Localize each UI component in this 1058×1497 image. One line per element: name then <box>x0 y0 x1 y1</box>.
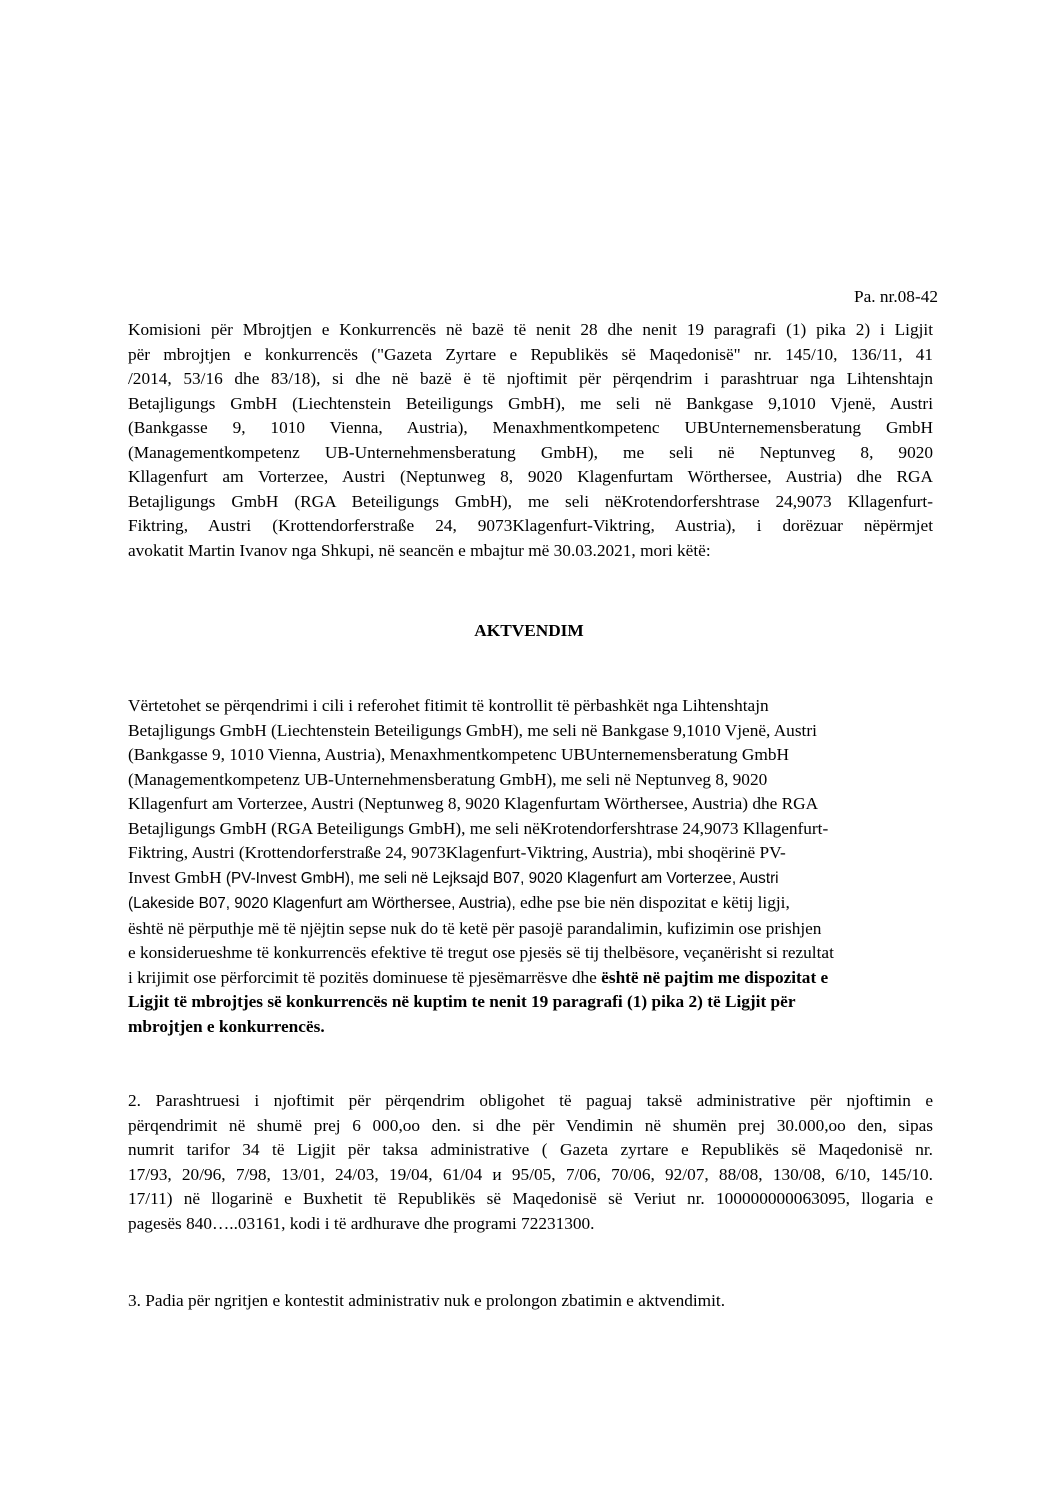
decision-line-bold: mbrojtjen e konkurrencës. <box>128 1016 325 1036</box>
decision-line: (Managementkompetenz UB-Unternehmensberatung GmbH), me seli në Neptunveg 8, 9020 <box>128 769 768 789</box>
intro-line: Betajligungs GmbH (RGA Beteiligungs GmbH), me seli nëKrotendorfershtrase 24,9073 Kllagenfurt- <box>128 491 933 511</box>
decision-paragraph <box>128 694 933 1039</box>
decision-text: edhe pse bie nën dispozitat e këtij ligji, <box>515 893 790 912</box>
item-2-line: 2. Parashtruesi i njoftimit për përqendrim obligohet të paguaj taksë administrative për njoftimin e <box>128 1091 933 1110</box>
decision-line: (Bankgasse 9, 1010 Vienna, Austria), Menaxhmentkompetenc UBUnternemensberatung GmbH <box>128 745 789 764</box>
decision-line-mixed <box>128 866 933 892</box>
intro-line: Betajligungs GmbH (Liechtenstein Beteiligungs GmbH), me seli në Bankgase 9,1010 Vjenë, Austri <box>128 393 933 413</box>
intro-paragraph <box>128 318 933 563</box>
item-3-paragraph <box>128 1289 933 1314</box>
reference-number: Pa. nr.08-42 <box>853 287 938 306</box>
intro-line: (Bankgasse 9, 1010 Vienna, Austria), Menaxhmentkompetenc UBUnternemensberatung GmbH <box>128 418 933 437</box>
decision-text-sans: (Lakeside B07, 9020 Klagenfurt am Wörthersee, Austria), <box>128 895 516 912</box>
item-2-line: përqendrimit në shumë prej 6 000,oo den. si dhe për Vendimin në shumën prej 30.000,oo den, sipas <box>128 1115 933 1135</box>
document-heading: AKTVENDIM <box>474 621 584 640</box>
intro-line: Komisioni për Mbrojtjen e Konkurrencës në bazë të nenit 28 dhe nenit 19 paragrafi (1) pika 2) i Ligjit <box>128 320 933 339</box>
intro-line: (Managementkompetenz UB-Unternehmensberatung GmbH), me seli në Neptunveg 8, 9020 <box>128 442 933 462</box>
decision-line: është në përputhje më të njëjtin sepse nuk do të ketë për pasojë parandalimin, kufizimin ose prishjen <box>128 918 822 938</box>
decision-text: Invest GmbH <box>128 867 226 887</box>
item-3-line: 3. Padia për ngritjen e kontestit administrativ nuk e prolongon zbatimin e aktvendimit. <box>128 1291 726 1310</box>
item-2-line: numrit tarifor 34 të Ligjit për taksa administrative ( Gazeta zyrtare e Republikës së Maqedonisë nr. <box>128 1140 933 1159</box>
decision-line: Kllagenfurt am Vorterzee, Austri (Neptunweg 8, 9020 Klagenfurtam Wörthersee, Austria) dhe RGA <box>128 794 819 813</box>
item-2-line: 17/93, 20/96, 7/98, 13/01, 24/03, 19/04, 61/04 и 95/05, 7/06, 70/06, 92/07, 88/08, 130/08, 6/10, 145/10. <box>128 1164 933 1184</box>
decision-line: Betajligungs GmbH (RGA Beteiligungs GmbH), me seli nëKrotendorfershtrase 24,9073 Kllagenfurt- <box>128 818 829 838</box>
item-2-line: 17/11) në llogarinë e Buxhetit të Republikës së Maqedonisë së Veriut nr. 100000000063095, llogaria e <box>128 1189 933 1208</box>
decision-line: Betajligungs GmbH (Liechtenstein Beteiligungs GmbH), me seli në Bankgase 9,1010 Vjenë, Austri <box>128 720 817 740</box>
intro-line: /2014, 53/16 dhe 83/18), si dhe në bazë ë të njoftimit për përqendrim i parashtruar nga Lihtenshtajn <box>128 369 933 388</box>
decision-line-mixed <box>128 966 933 991</box>
decision-text: i krijimit ose përforcimit të pozitës dominuese të pjesëmarrësve dhe <box>128 967 602 987</box>
item-2-line: pagesës 840…..03161, kodi i të ardhurave dhe programi 72231300. <box>128 1213 595 1233</box>
decision-line-bold: Ligjit të mbrojtjes së konkurrencës në kuptim te nenit 19 paragrafi (1) pika 2) të Ligjit për <box>128 992 796 1011</box>
intro-line: avokatit Martin Ivanov nga Shkupi, në seancën e mbajtur më 30.03.2021, mori këtë: <box>128 540 711 560</box>
decision-line-mixed <box>128 891 933 917</box>
decision-line: e konsiderueshme të konkurrencës efektive të tregut ose pjesës së tij thelbësore, veçanërisht si rezultat <box>128 943 834 962</box>
decision-text-sans: (PV-Invest GmbH), me seli në Lejksajd B07, 9020 Klagenfurt am Vorterzee, Austri <box>225 869 779 887</box>
decision-line: Vërtetohet se përqendrimi i cili i referohet fitimit të kontrollit të përbashkët nga Lihtenshtajn <box>128 696 769 715</box>
item-2-paragraph <box>128 1089 933 1236</box>
decision-line: Fiktring, Austri (Krottendorferstraße 24, 9073Klagenfurt-Viktring, Austria), mbi shoqërinë PV- <box>128 843 786 862</box>
decision-text-bold: është në pajtim me dispozitat e <box>601 967 829 987</box>
intro-line: Fiktring, Austri (Krottendorferstraße 24, 9073Klagenfurt-Viktring, Austria), i dorëzuar nëpërmjet <box>128 516 933 535</box>
intro-line: Kllagenfurt am Vorterzee, Austri (Neptunweg 8, 9020 Klagenfurtam Wörthersee, Austria) dhe RGA <box>128 467 933 486</box>
intro-line: për mbrojtjen e konkurrencës ("Gazeta Zyrtare e Republikës së Maqedonisë" nr. 145/10, 136/11, 41 <box>128 344 933 364</box>
